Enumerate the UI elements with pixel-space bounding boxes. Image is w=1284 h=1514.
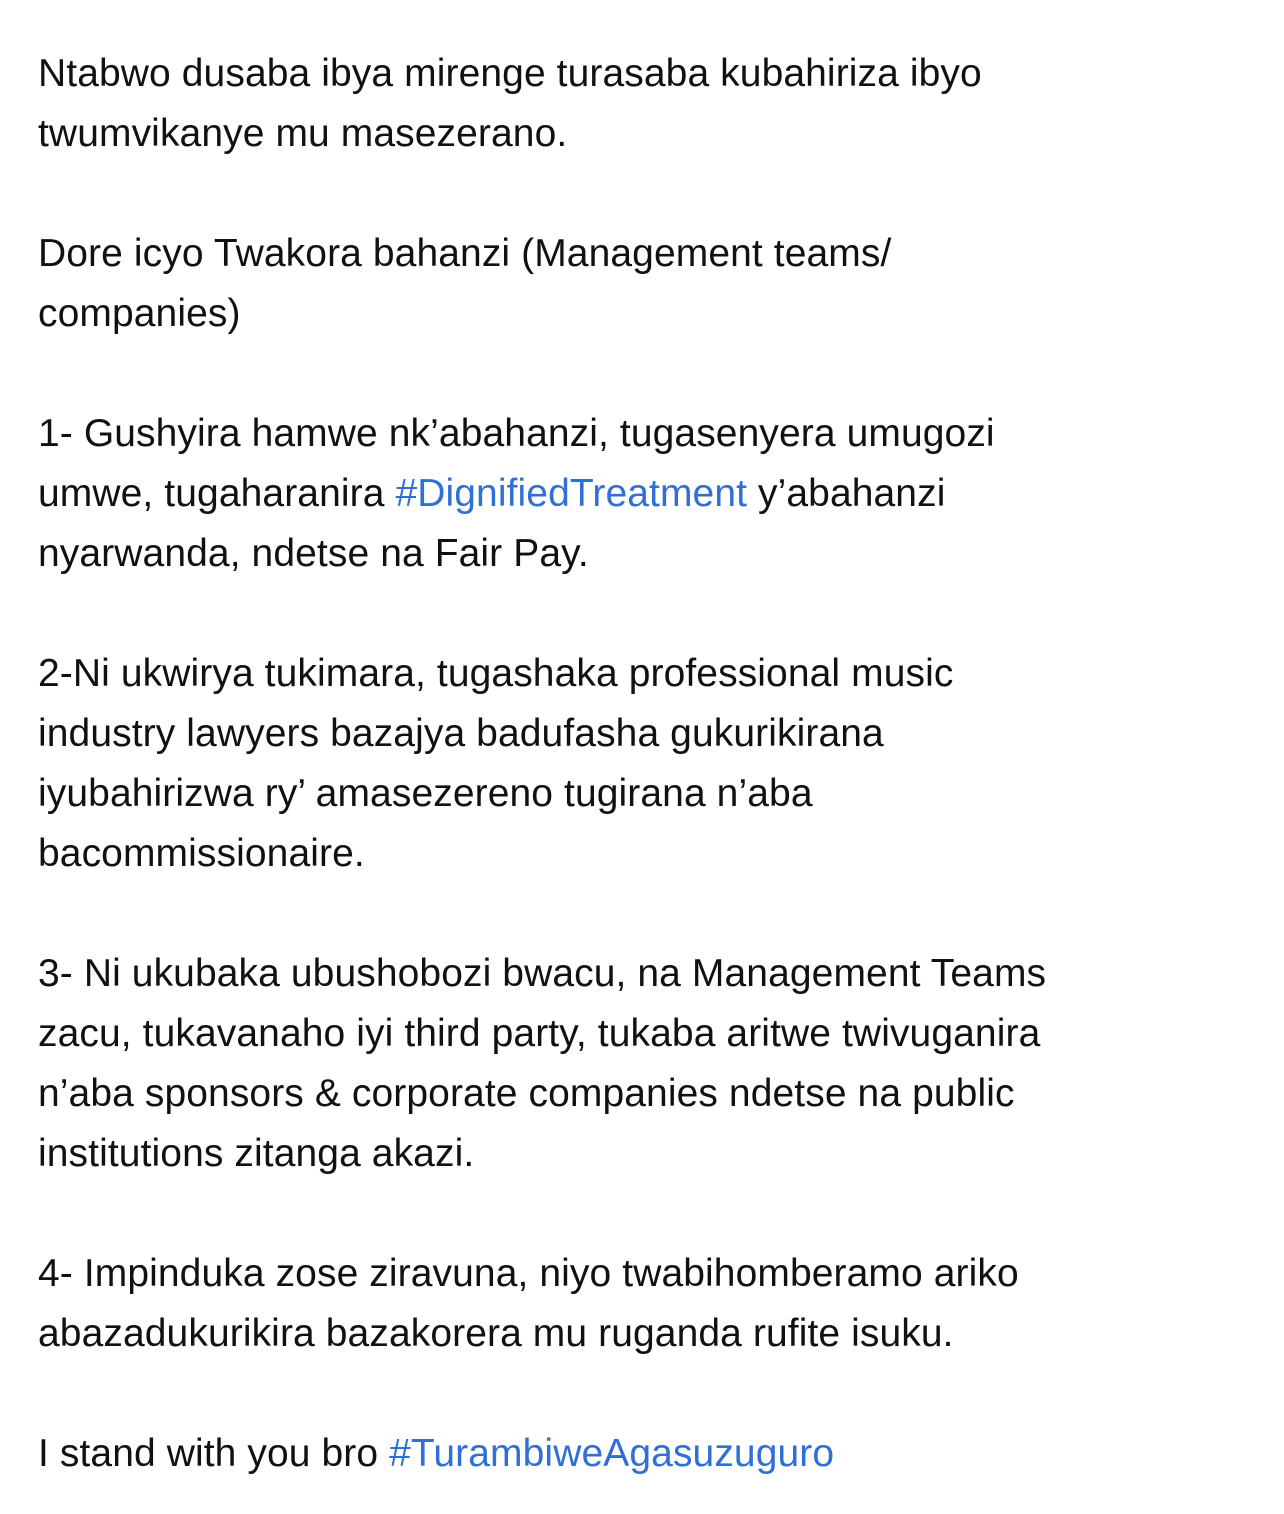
- paragraph-point-1: [38, 404, 1258, 584]
- text-line: Ntabwo dusaba ibya mirenge turasaba kubahiriza ibyo: [38, 52, 982, 95]
- text-line: iyubahirizwa ry’ amasezereno tugirana n’aba: [38, 772, 813, 815]
- text-line: bacommissionaire.: [38, 832, 365, 875]
- paragraph-point-3: [38, 944, 1258, 1184]
- text-segment: y’abahanzi: [747, 472, 946, 515]
- text-line: abazadukurikira bazakorera mu ruganda rufite isuku.: [38, 1312, 954, 1355]
- post-body: [38, 44, 1258, 1484]
- text-line: zacu, tukavanaho iyi third party, tukaba aritwe twivuganira: [38, 1012, 1041, 1055]
- text-segment: I stand with you bro: [38, 1432, 390, 1475]
- hashtag-link-dignified-treatment[interactable]: #DignifiedTreatment: [395, 472, 748, 515]
- text-line: 4- Impinduka zose ziravuna, niyo twabihomberamo ariko: [38, 1252, 1019, 1295]
- paragraph-closing: [38, 1424, 1258, 1484]
- paragraph-heading: [38, 224, 1258, 344]
- hashtag-link-turambiwe-agasuzuguro[interactable]: #TurambiweAgasuzuguro: [389, 1432, 835, 1475]
- paragraph-point-4: [38, 1244, 1258, 1364]
- text-segment: umwe, tugaharanira: [38, 472, 396, 515]
- paragraph-point-2: [38, 644, 1258, 884]
- text-line-with-hashtag: [38, 464, 1258, 524]
- text-line: institutions zitanga akazi.: [38, 1132, 475, 1175]
- paragraph-intro: [38, 44, 1258, 164]
- text-line: nyarwanda, ndetse na Fair Pay.: [38, 532, 589, 575]
- text-line-with-hashtag: [38, 1424, 1258, 1484]
- text-line: Dore icyo Twakora bahanzi (Management teams/: [38, 232, 892, 275]
- text-line: 2-Ni ukwirya tukimara, tugashaka professional music: [38, 652, 954, 695]
- text-line: industry lawyers bazajya badufasha gukurikirana: [38, 712, 884, 755]
- text-line: companies): [38, 292, 241, 335]
- text-line: 1- Gushyira hamwe nk’abahanzi, tugasenyera umugozi: [38, 412, 995, 455]
- text-line: twumvikanye mu masezerano.: [38, 112, 568, 155]
- text-line: n’aba sponsors & corporate companies ndetse na public: [38, 1072, 1015, 1115]
- text-line: 3- Ni ukubaka ubushobozi bwacu, na Management Teams: [38, 952, 1047, 995]
